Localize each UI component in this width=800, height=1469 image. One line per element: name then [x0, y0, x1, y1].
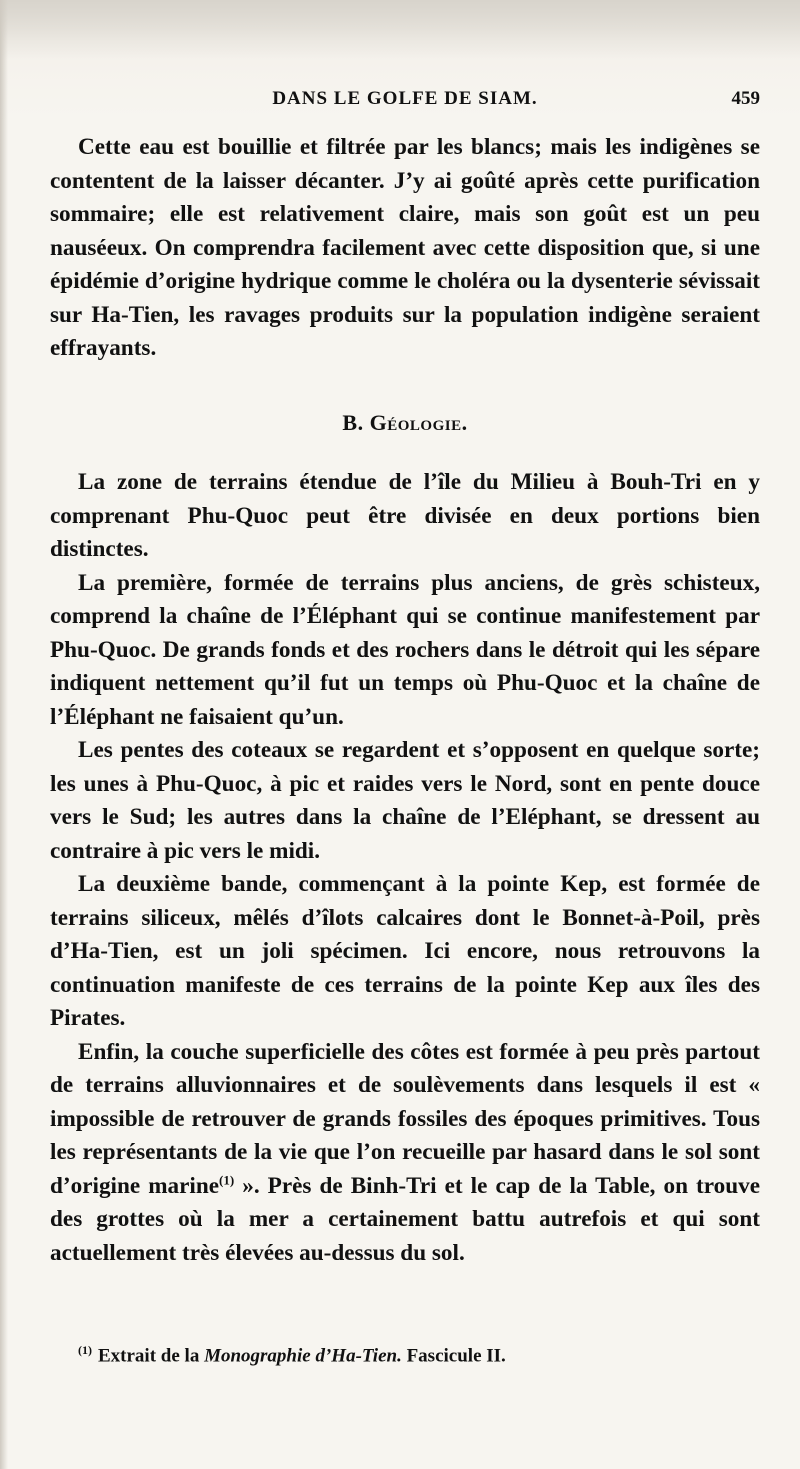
paragraph-zone: La zone de terrains étendue de l’île du Milieu à Bouh-Tri en y comprenant Phu-Quoc peut être divisée en deux portions bien distinctes. — [50, 469, 760, 562]
running-title: DANS LE GOLFE DE SIAM. — [272, 88, 538, 109]
running-header — [50, 88, 760, 118]
page-top-shadow — [0, 0, 800, 60]
footnote-marker: (1) — [78, 1343, 92, 1357]
page-number: 459 — [731, 88, 760, 109]
paragraph-enfin-text-b: ». Près de Binh-Tri et le cap de la Table, on trouve des grottes où la mer a certainement battu autrefois et qui sont actuellement très élevées au-dessus du sol. — [50, 1172, 761, 1266]
footnote-title: Monographie d’Ha-Tien. — [204, 1345, 402, 1367]
paragraph-enfin — [50, 1036, 760, 1271]
paragraph-enfin-text-a: Enfin, la couche superficielle des côtes est formée à peu près partout de terrains alluvionnaires et de soulèvements dans lesquels il est « impossible de retrouver de grands fossiles des époques primitives. Tous les représentants de la vie que l’on recueille par hasard dans le sol sont d’origine marine — [50, 1038, 760, 1199]
paragraph-premiere: La première, formée de terrains plus anciens, de grès schisteux, comprend la chaîne de l’Éléphant qui se continue manifestement par Phu-Quoc. De grands fonds et des rochers dans le détroit qui les sépare indiquent nettement qu’il fut un temps où Phu-Quoc et la chaîne de l’Éléphant ne faisaient qu’un. — [50, 569, 760, 730]
section-heading — [50, 410, 760, 436]
footnote — [78, 1343, 758, 1367]
footnote-suffix: Fascicule II. — [401, 1345, 506, 1367]
geology-text-block — [50, 466, 760, 1270]
section-letter: B. — [342, 410, 364, 435]
section-title: Géologie. — [369, 410, 468, 435]
intro-text-block — [50, 131, 760, 366]
paragraph-deuxieme: La deuxième bande, commençant à la pointe Kep, est formée de terrains siliceux, mêlés d’îlots calcaires dont le Bonnet-à-Poil, près d’Ha-Tien, est un joli spécimen. Ici encore, nous retrouvons la continuation manifeste de ces terrains de la pointe Kep aux îles des Pirates. — [50, 871, 760, 1031]
intro-paragraph: Cette eau est bouillie et filtrée par les blancs; mais les indigènes se contentent de la laisser décanter. J’y ai goûté après cette purification sommaire; elle est relativement claire, mais son goût est un peu nauséeux. On comprendra facilement avec cette disposition que, si une épidémie d’origine hydrique comme le choléra ou la dysenterie sévissait sur Ha-Tien, les ravages produits sur la population indigène seraient effrayants. — [50, 134, 760, 361]
page-binding-shadow — [0, 0, 8, 1469]
footnote-prefix: Extrait de la — [98, 1345, 205, 1367]
footnote-reference: (1) — [219, 1171, 235, 1187]
paragraph-pentes: Les pentes des coteaux se regardent et s’opposent en quelque sorte; les unes à Phu-Quoc, à pic et raides vers le Nord, sont en pente douce vers le Sud; les autres dans la chaîne de l’Eléphant, se dressent au contraire à pic vers le midi. — [50, 737, 760, 864]
